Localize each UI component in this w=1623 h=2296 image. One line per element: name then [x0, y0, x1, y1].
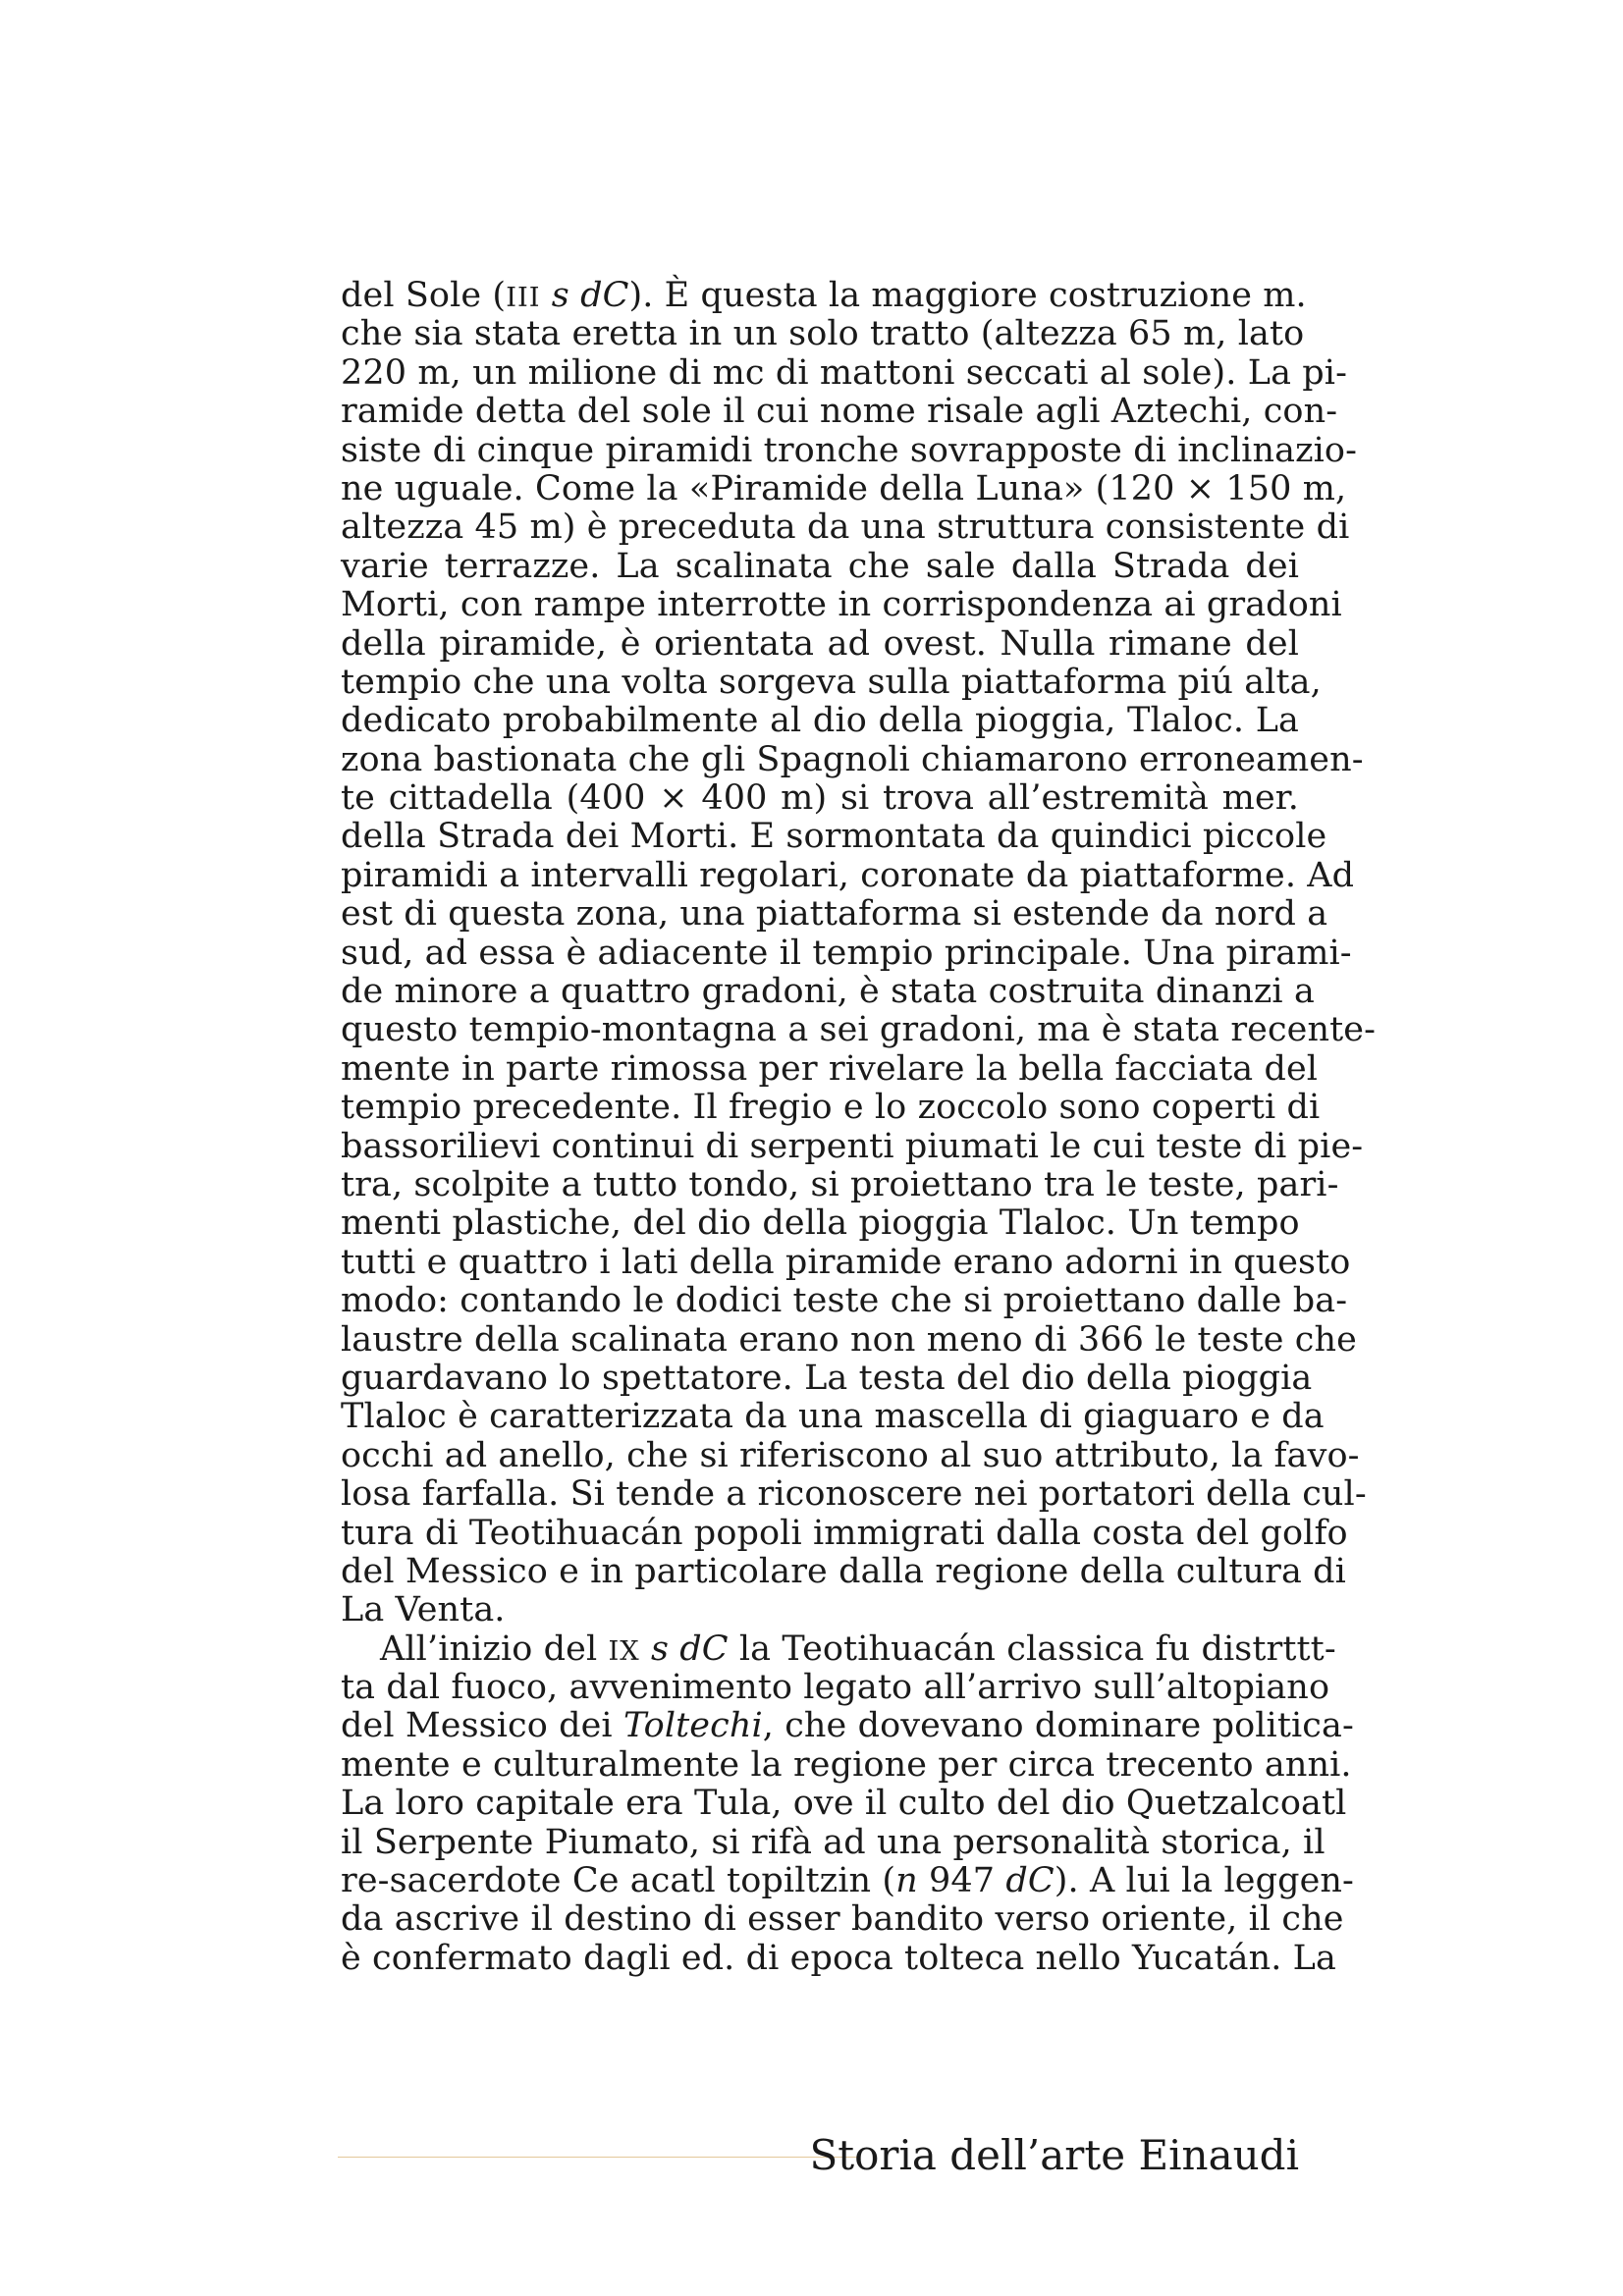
text-line: occhi ad anello, che si riferiscono al suo attributo, la favo- — [341, 1435, 1360, 1475]
text-line: sud, ad essa è adiacente il tempio principale. Una pirami- — [341, 933, 1352, 973]
text-line: varie terrazze. La scalinata che sale dalla Strada dei — [341, 546, 1299, 586]
text-line: il Serpente Piumato, si rifà ad una personalità storica, il — [341, 1822, 1325, 1862]
text-line: laustre della scalinata erano non meno di 366 le teste che — [341, 1319, 1357, 1360]
text-line: altezza 45 m) è preceduta da una struttura consistente di — [341, 507, 1350, 548]
text-segment — [640, 1629, 651, 1669]
text-line: mente in parte rimossa per rivelare la bella facciata del — [341, 1048, 1319, 1089]
text-line: bassorilievi continui di serpenti piumati le cui teste di pie- — [341, 1126, 1364, 1166]
text-line: dedicato probabilmente al dio della pioggia, Tlaloc. La — [341, 701, 1299, 741]
text-line: zona bastionata che gli Spagnoli chiamarono erroneamen- — [341, 739, 1364, 779]
text-line: è confermato dagli ed. di epoca tolteca nello Yucatán. La — [341, 1938, 1336, 1978]
text-line: siste di cinque piramidi tronche sovrapposte di inclinazio- — [341, 430, 1357, 470]
text-line: tempio precedente. Il fregio e lo zoccolo sono coperti di — [341, 1088, 1321, 1128]
text-line: del Messico e in particolare dalla regione della cultura di — [341, 1551, 1346, 1591]
text-line — [341, 1629, 1336, 1669]
text-segment: la Teotihuacán classica fu distrttt- — [728, 1629, 1336, 1669]
text-segment: del Messico dei — [341, 1706, 623, 1746]
text-line — [341, 1706, 1354, 1746]
text-line: mente e culturalmente la regione per circa trecento anni. — [341, 1744, 1352, 1785]
text-line — [341, 1861, 1354, 1901]
italic-segment: n — [895, 1861, 918, 1901]
text-segment — [541, 276, 552, 315]
text-line: della Strada dei Morti. E sormontata da quindici piccole — [341, 817, 1327, 857]
text-line: da ascrive il destino di esser bandito verso oriente, il che — [341, 1899, 1344, 1940]
text-line: questo tempio-montagna a sei gradoni, ma è stata recente- — [341, 1010, 1377, 1050]
text-segment: re-sacerdote Ce acatl topiltzin ( — [341, 1861, 896, 1901]
text-line: modo: contando le dodici teste che si proiettano dalle ba- — [341, 1281, 1348, 1321]
text-line: Tlaloc è caratterizzata da una mascella di giaguaro e da — [341, 1397, 1325, 1437]
text-line: piramidi a intervalli regolari, coronate da piattaforme. Ad — [341, 855, 1355, 895]
text-segment: del Sole ( — [341, 276, 507, 315]
italic-segment: Toltechi — [622, 1706, 763, 1746]
footer-rule — [338, 2157, 860, 2158]
text-segment: All’inizio del — [380, 1629, 609, 1669]
text-line: La loro capitale era Tula, ove il culto del dio Quetzalcoatl — [341, 1784, 1347, 1824]
text-line: de minore a quattro gradoni, è stata costruita dinanzi a — [341, 972, 1315, 1012]
footer-publisher-label: Storia dell’arte Einaudi — [809, 2131, 1299, 2179]
text-line: tra, scolpite a tutto tondo, si proiettano tra le teste, pari- — [341, 1164, 1339, 1204]
text-line: tempio che una volta sorgeva sulla piattaforma piú alta, — [341, 662, 1322, 702]
italic-segment: dC — [1005, 1861, 1055, 1901]
text-segment: 947 — [917, 1861, 1006, 1901]
text-line: tura di Teotihuacán popoli immigrati dalla costa del golfo — [341, 1513, 1348, 1553]
text-line: La Venta. — [341, 1590, 506, 1630]
body-text — [341, 276, 1377, 1978]
small-caps-segment: IX — [608, 1635, 640, 1667]
text-line: ne uguale. Come la «Piramide della Luna» (120 × 150 m, — [341, 468, 1347, 508]
text-line: ramide detta del sole il cui nome risale agli Aztechi, con- — [341, 392, 1338, 432]
text-line: Morti, con rampe interrotte in corrispondenza ai gradoni — [341, 585, 1342, 625]
text-line: ta dal fuoco, avvenimento legato all’arrivo sull’altopiano — [341, 1668, 1330, 1708]
text-segment: ). A lui la leggen- — [1054, 1861, 1354, 1901]
text-line: te cittadella (400 × 400 m) si trova all’estremità mer. — [341, 778, 1299, 819]
text-line: della piramide, è orientata ad ovest. Nulla rimane del — [341, 623, 1299, 664]
text-line: 220 m, un milione di mc di mattoni seccati al sole). La pi- — [341, 352, 1348, 393]
text-line: che sia stata eretta in un solo tratto (altezza 65 m, lato — [341, 314, 1305, 354]
text-segment: ). È questa la maggiore costruzione m. — [628, 276, 1307, 315]
italic-segment: s dC — [551, 276, 629, 315]
text-line — [341, 276, 1307, 315]
text-line: losa farfalla. Si tende a riconoscere nei portatori della cul- — [341, 1474, 1367, 1515]
text-line: guardavano lo spettatore. La testa del dio della pioggia — [341, 1358, 1313, 1398]
text-line: est di questa zona, una piattaforma si estende da nord a — [341, 894, 1328, 934]
text-line: tutti e quattro i lati della piramide erano adorni in questo — [341, 1242, 1351, 1282]
text-segment: , che dovevano dominare politica- — [762, 1706, 1354, 1746]
italic-segment: s dC — [650, 1629, 729, 1669]
small-caps-segment: III — [506, 283, 541, 313]
text-line: menti plastiche, del dio della pioggia Tlaloc. Un tempo — [341, 1203, 1300, 1244]
